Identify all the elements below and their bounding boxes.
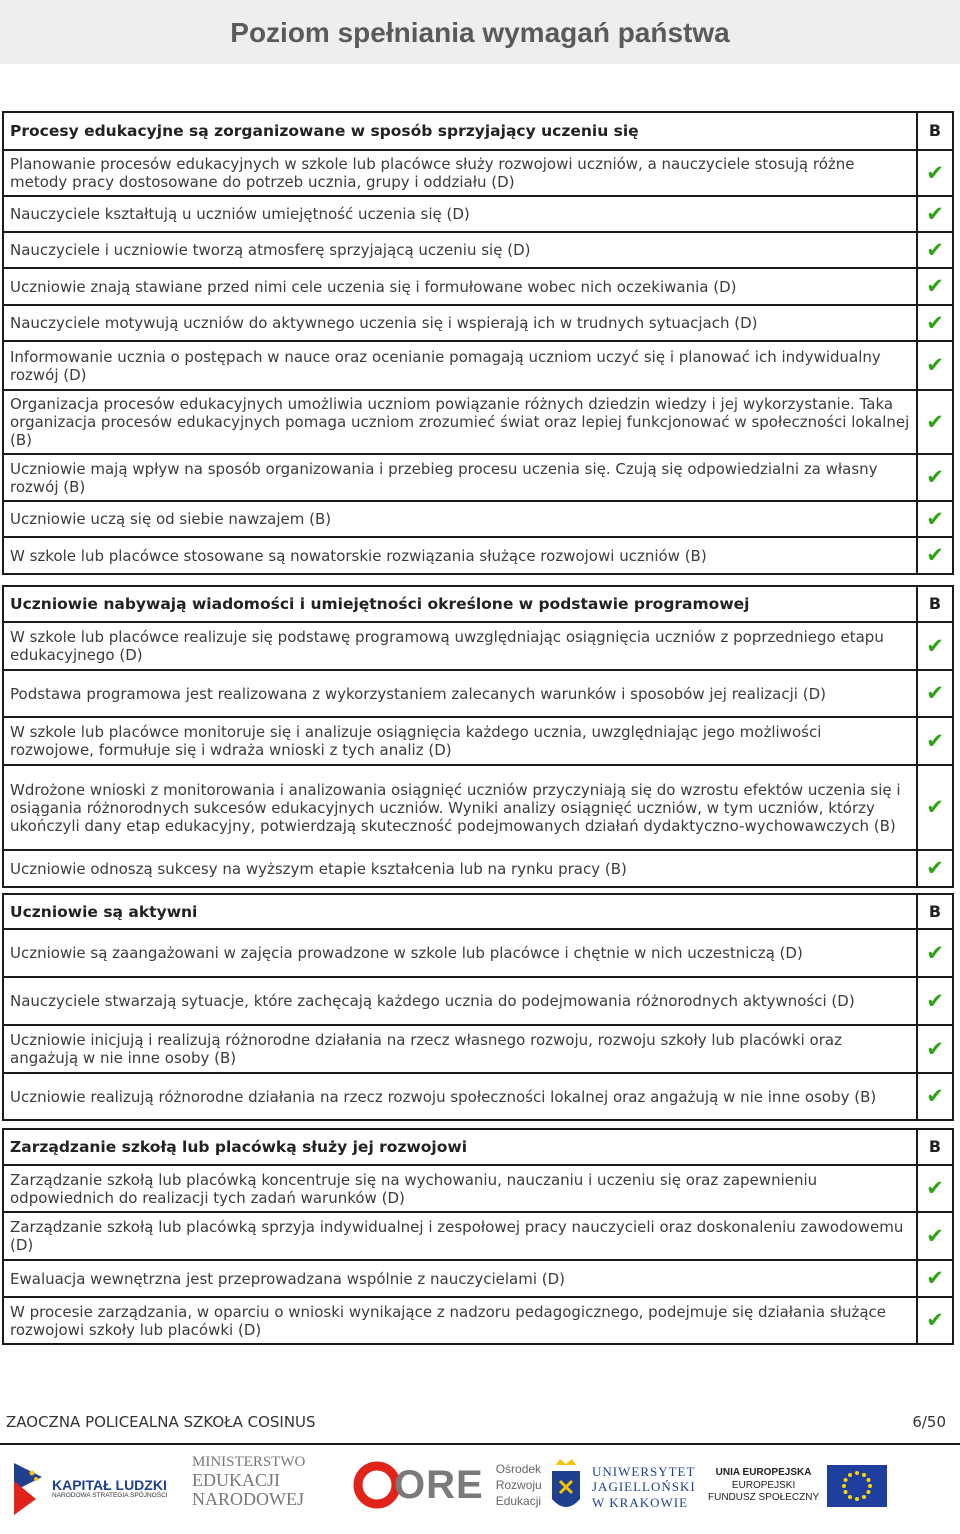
section-header-row [3,112,953,150]
check-icon: ✔ [917,305,953,341]
uj-line3: W KRAKOWIE [592,1494,689,1510]
check-icon: ✔ [917,1165,953,1212]
requirement-text: Uczniowie realizują różnorodne działania na rzecz rozwoju społeczności lokalnej oraz angażują w nie inne osoby (B) [3,1073,917,1120]
ore-line2: Rozwoju [495,1477,542,1492]
requirement-text: Nauczyciele motywują uczniów do aktywnego uczenia się i wspierają ich w trudnych sytuacjach (D) [3,305,917,341]
kapital-ludzki-line2: NARODOWA STRATEGIA SPÓJNOŚCI [52,1491,168,1499]
uj-line1: UNIWERSYTET [592,1463,696,1479]
section-grade: B [917,1129,953,1165]
kapital-ludzki-logo [10,1459,168,1519]
check-icon: ✔ [917,232,953,268]
school-name: ZAOCZNA POLICEALNA SZKOŁA COSINUS [6,1413,316,1431]
requirement-text: Planowanie procesów edukacyjnych w szkole lub placówce służy rozwojowi uczniów, a nauczyciele stosują różne metody pracy dostosowane do potrzeb ucznia, grupy i oddziału (D) [3,150,917,196]
check-icon: ✔ [917,1073,953,1120]
requirement-text: W procesie zarządzania, w oparciu o wnioski wynikające z nadzoru pedagogicznego, podejmuje się działania służące rozwojowi szkoły lub placówki (D) [3,1297,917,1344]
requirement-text: Ewaluacja wewnętrzna jest przeprowadzana wspólnie z nauczycielami (D) [3,1260,917,1297]
requirement-text: Uczniowie są zaangażowani w zajęcia prowadzone w szkole lub placówce i chętnie w nich uczestniczą (D) [3,929,917,977]
check-icon: ✔ [917,268,953,305]
requirement-row [3,850,953,887]
requirement-text: Nauczyciele i uczniowie tworzą atmosferę sprzyjającą uczeniu się (D) [3,232,917,268]
requirement-text: Uczniowie znają stawiane przed nimi cele uczenia się i formułowane wobec nich oczekiwania (D) [3,268,917,305]
requirement-row [3,305,953,341]
requirements-table-1 [2,111,954,575]
section-header-row [3,894,953,929]
check-icon: ✔ [917,341,953,390]
check-icon: ✔ [917,196,953,232]
requirement-row [3,1025,953,1073]
ore-line3: Edukacji [495,1494,542,1509]
check-icon: ✔ [917,537,953,574]
logo-strip [0,1443,960,1534]
check-icon: ✔ [917,390,953,454]
section-grade: B [917,112,953,150]
requirement-row [3,765,953,850]
check-icon: ✔ [917,717,953,765]
requirement-row [3,501,953,537]
check-icon: ✔ [917,454,953,501]
requirement-text: Uczniowie mają wpływ na sposób organizowania i przebieg procesu uczenia się. Czują się odpowiedzialni za własny rozwój (B) [3,454,917,501]
requirement-text: Uczniowie uczą się od siebie nawzajem (B) [3,501,917,537]
section-header: Uczniowie są aktywni [3,894,917,929]
requirement-row [3,1073,953,1120]
check-icon: ✔ [917,501,953,537]
uj-logo [548,1455,696,1519]
uj-crest-icon [548,1455,584,1519]
requirement-row [3,717,953,765]
requirement-row [3,1260,953,1297]
requirement-row [3,150,953,196]
title-bar [0,0,960,64]
requirement-row [3,670,953,717]
requirement-row [3,1212,953,1260]
kapital-ludzki-emblem-icon [10,1459,46,1519]
kapital-ludzki-line1: KAPITAŁ LUDZKI [52,1477,167,1494]
page-footer [0,1405,960,1441]
requirement-text: Uczniowie inicjują i realizują różnorodne działania na rzecz własnego rozwoju, rozwoju szkoły lub placówki oraz angażują w nie inne osoby (B) [3,1025,917,1073]
section-grade: B [917,894,953,929]
check-icon: ✔ [917,765,953,850]
requirement-text: Wdrożone wnioski z monitorowania i analizowania osiągnięć uczniów przyczyniają się do wzrostu efektów uczenia się i osiągania różnorodnych sukcesów edukacyjnych uczniów. Wyniki analizy osiągnięć uczniów, w tym uczniów, którzy ukończyli dany etap edukacyjny, potwierdzają skuteczność podejmowanych działań dydaktyczno-wychowawczych (B) [3,765,917,850]
requirement-text: W szkole lub placówce stosowane są nowatorskie rozwiązania służące rozwojowi uczniów (B) [3,537,917,574]
requirement-row [3,268,953,305]
requirement-row [3,341,953,390]
requirement-row [3,929,953,977]
requirement-row [3,622,953,670]
requirement-text: W szkole lub placówce monitoruje się i analizuje osiągnięcia każdego ucznia, uwzględniając jego możliwości rozwojowe, formułuje się i wdraża wnioski z tych analiz (D) [3,717,917,765]
ore-line1: Ośrodek [495,1461,542,1476]
men-line2: EDUKACJI [192,1469,280,1490]
eu-flag-icon [827,1465,887,1507]
check-icon: ✔ [917,622,953,670]
eu-line2: EUROPEJSKI [731,1479,796,1491]
check-icon: ✔ [917,1025,953,1073]
section-header-row [3,1129,953,1165]
requirement-row [3,196,953,232]
section-header-row [3,586,953,622]
check-icon: ✔ [917,1212,953,1260]
eu-logo [708,1465,887,1507]
requirement-text: Nauczyciele stwarzają sytuacje, które zachęcają każdego ucznia do podejmowania różnorodnych aktywności (D) [3,977,917,1025]
requirement-row [3,232,953,268]
requirement-row [3,454,953,501]
section-header: Uczniowie nabywają wiadomości i umiejętności określone w podstawie programowej [3,586,917,622]
check-icon: ✔ [917,150,953,196]
requirement-row [3,1297,953,1344]
requirement-text: W szkole lub placówce realizuje się podstawę programową uwzględniając osiągnięcia uczniów z poprzedniego etapu edukacyjnego (D) [3,622,917,670]
check-icon: ✔ [917,1260,953,1297]
requirement-row [3,537,953,574]
requirement-text: Zarządzanie szkołą lub placówką koncentruje się na wychowaniu, nauczaniu i uczeniu się oraz zapewnieniu odpowiednich do realizacji tych zadań warunków (D) [3,1165,917,1212]
requirement-text: Informowanie ucznia o postępach w nauce oraz ocenianie pomagają uczniom uczyć się i planować ich indywidualny rozwój (D) [3,341,917,390]
check-icon: ✔ [917,977,953,1025]
requirement-row [3,1165,953,1212]
requirement-text: Nauczyciele kształtują u uczniów umiejętność uczenia się (D) [3,196,917,232]
ore-mark: ORE [394,1462,484,1507]
men-logo [192,1455,305,1509]
page-title: Poziom spełniania wymagań państwa [230,17,730,48]
check-icon: ✔ [917,929,953,977]
uj-line2: JAGIELLOŃSKI [592,1479,696,1495]
check-icon: ✔ [917,850,953,887]
requirement-text: Uczniowie odnoszą sukcesy na wyższym etapie kształcenia lub na rynku pracy (B) [3,850,917,887]
requirement-row [3,977,953,1025]
requirement-row [3,390,953,454]
requirement-text: Organizacja procesów edukacyjnych umożliwia uczniom powiązanie różnych dziedzin wiedzy i jej wykorzystanie. Taka organizacja procesów edukacyjnych pomaga uczniom zrozumieć świat oraz lepiej funkcjonować w społeczności lokalnej (B) [3,390,917,454]
requirement-text: Zarządzanie szkołą lub placówką sprzyja indywidualnej i zespołowej pracy nauczycieli oraz doskonaleniu zawodowemu (D) [3,1212,917,1260]
men-line3: NARODOWEJ [192,1488,304,1509]
requirements-table-2 [2,585,954,888]
eu-line3: FUNDUSZ SPOŁECZNY [708,1492,820,1504]
ore-logo [352,1457,542,1513]
check-icon: ✔ [917,1297,953,1344]
requirement-text: Podstawa programowa jest realizowana z wykorzystaniem zalecanych warunków i sposobów jej realizacji (D) [3,670,917,717]
requirements-table-3 [2,893,954,1121]
men-line1: MINISTERSTWO [192,1454,306,1470]
page-number: 6/50 [912,1413,946,1431]
check-icon: ✔ [917,670,953,717]
section-grade: B [917,586,953,622]
eu-line1: UNIA EUROPEJSKA [715,1467,812,1479]
section-header: Zarządzanie szkołą lub placówką służy jej rozwojowi [3,1129,917,1165]
section-header: Procesy edukacyjne są zorganizowane w sposób sprzyjający uczeniu się [3,112,917,150]
requirements-table-4 [2,1128,954,1345]
